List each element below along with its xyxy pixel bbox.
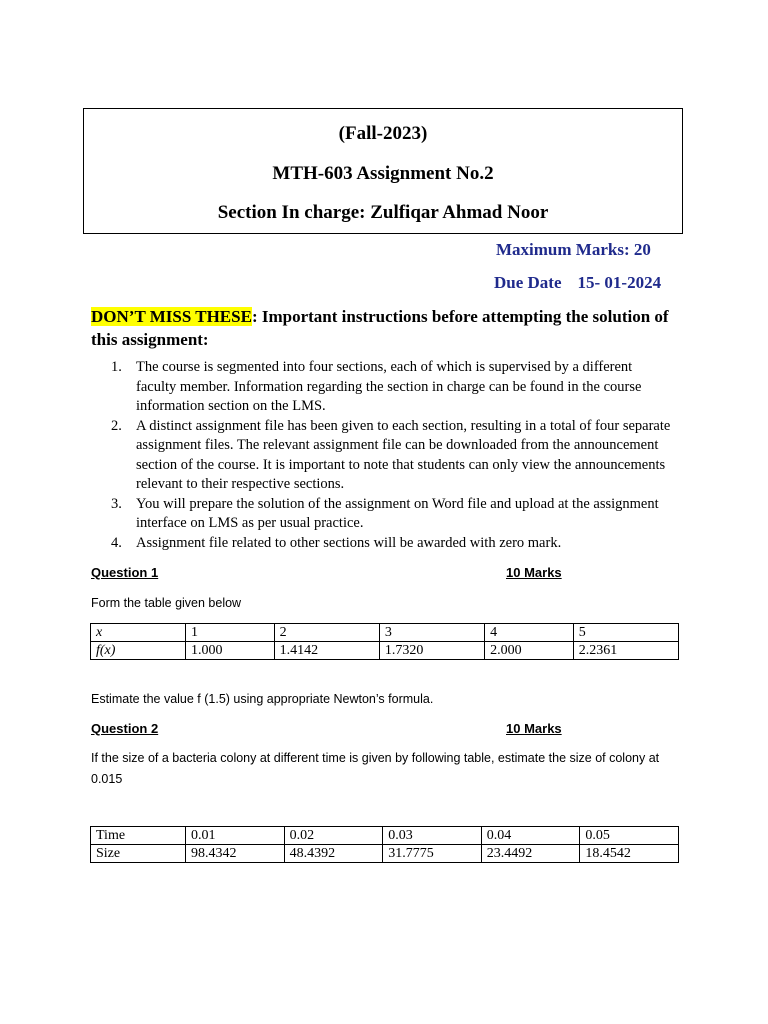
list-number: 4. — [111, 534, 122, 551]
due-date-label: Due Date — [494, 273, 562, 292]
question-1-prompt: Form the table given below — [91, 596, 242, 610]
table-cell: 3 — [379, 624, 484, 642]
table-cell: 1.7320 — [379, 642, 484, 660]
section-in-charge: Section In charge: Zulfiqar Ahmad Noor — [217, 202, 549, 223]
instructions-list — [91, 358, 671, 553]
list-item — [91, 495, 671, 534]
table-row — [91, 827, 679, 845]
table-cell: 48.4392 — [284, 845, 383, 863]
instructions-heading — [91, 305, 691, 351]
maximum-marks: Maximum Marks: 20 — [496, 240, 651, 259]
table-cell: x — [91, 624, 186, 642]
table-cell: f(x) — [91, 642, 186, 660]
table-cell: 18.4542 — [580, 845, 679, 863]
table-cell: Time — [91, 827, 186, 845]
list-item — [91, 358, 671, 417]
list-number: 1. — [111, 359, 122, 375]
due-date — [494, 273, 661, 293]
list-item-text: You will prepare the solution of the assignment on Word file and upload at the assignment interface on LMS as per usual practice. — [136, 495, 659, 531]
question-2-table — [90, 826, 679, 863]
question-2-prompt: If the size of a bacteria colony at different time is given by following table, estimate the size of colony at 0.015 — [91, 751, 660, 786]
list-item — [91, 534, 671, 554]
table-cell: 1.4142 — [274, 642, 379, 660]
list-item-text: The course is segmented into four sections, each of which is supervised by a different faculty member. Information regarding the section in charge can be found in the course information section on the LMS. — [136, 359, 642, 414]
question-2-title: Question 2 — [91, 721, 159, 736]
table-row — [91, 642, 679, 660]
table-cell: 0.05 — [580, 827, 679, 845]
question-1-marks: 10 Marks — [506, 565, 562, 580]
list-number: 3. — [111, 495, 122, 512]
table-cell: 0.03 — [383, 827, 482, 845]
table-cell: 0.02 — [284, 827, 383, 845]
table-cell: 5 — [573, 624, 678, 642]
table-cell: 0.04 — [481, 827, 580, 845]
header-box — [83, 108, 683, 234]
assignment-title: MTH-603 Assignment No.2 — [272, 163, 494, 184]
list-number: 2. — [111, 417, 122, 434]
due-date-value: 15- 01-2024 — [577, 273, 662, 292]
semester-title: (Fall-2023) — [338, 123, 428, 144]
table-cell: 2.2361 — [573, 642, 678, 660]
question-1-title: Question 1 — [91, 565, 159, 580]
list-item — [91, 417, 671, 495]
instructions-heading-text: : Important instructions before attempting the solution of this assignment: — [91, 307, 669, 349]
table-cell: 98.4342 — [186, 845, 285, 863]
table-cell: 0.01 — [186, 827, 285, 845]
list-item-text: Assignment file related to other sections will be awarded with zero mark. — [136, 534, 562, 551]
question-1-task: Estimate the value f (1.5) using appropriate Newton’s formula. — [91, 692, 434, 706]
table-cell: 31.7775 — [383, 845, 482, 863]
table-cell: 1.000 — [186, 642, 275, 660]
list-item-text: A distinct assignment file has been given to each section, resulting in a total of four separate assignment files. The relevant assignment file can be downloaded from the announcement section of the course. It is important to note that students can only view the announcements relevant to their respective sections. — [136, 417, 671, 492]
question-1-table — [90, 623, 679, 660]
dont-miss-highlight: DON’T MISS THESE — [91, 307, 252, 326]
table-cell: Size — [91, 845, 186, 863]
table-cell: 4 — [485, 624, 574, 642]
table-row — [91, 624, 679, 642]
table-cell: 1 — [186, 624, 275, 642]
table-cell: 23.4492 — [481, 845, 580, 863]
table-cell: 2 — [274, 624, 379, 642]
question-2-marks: 10 Marks — [506, 721, 562, 736]
table-row — [91, 845, 679, 863]
table-cell: 2.000 — [485, 642, 574, 660]
